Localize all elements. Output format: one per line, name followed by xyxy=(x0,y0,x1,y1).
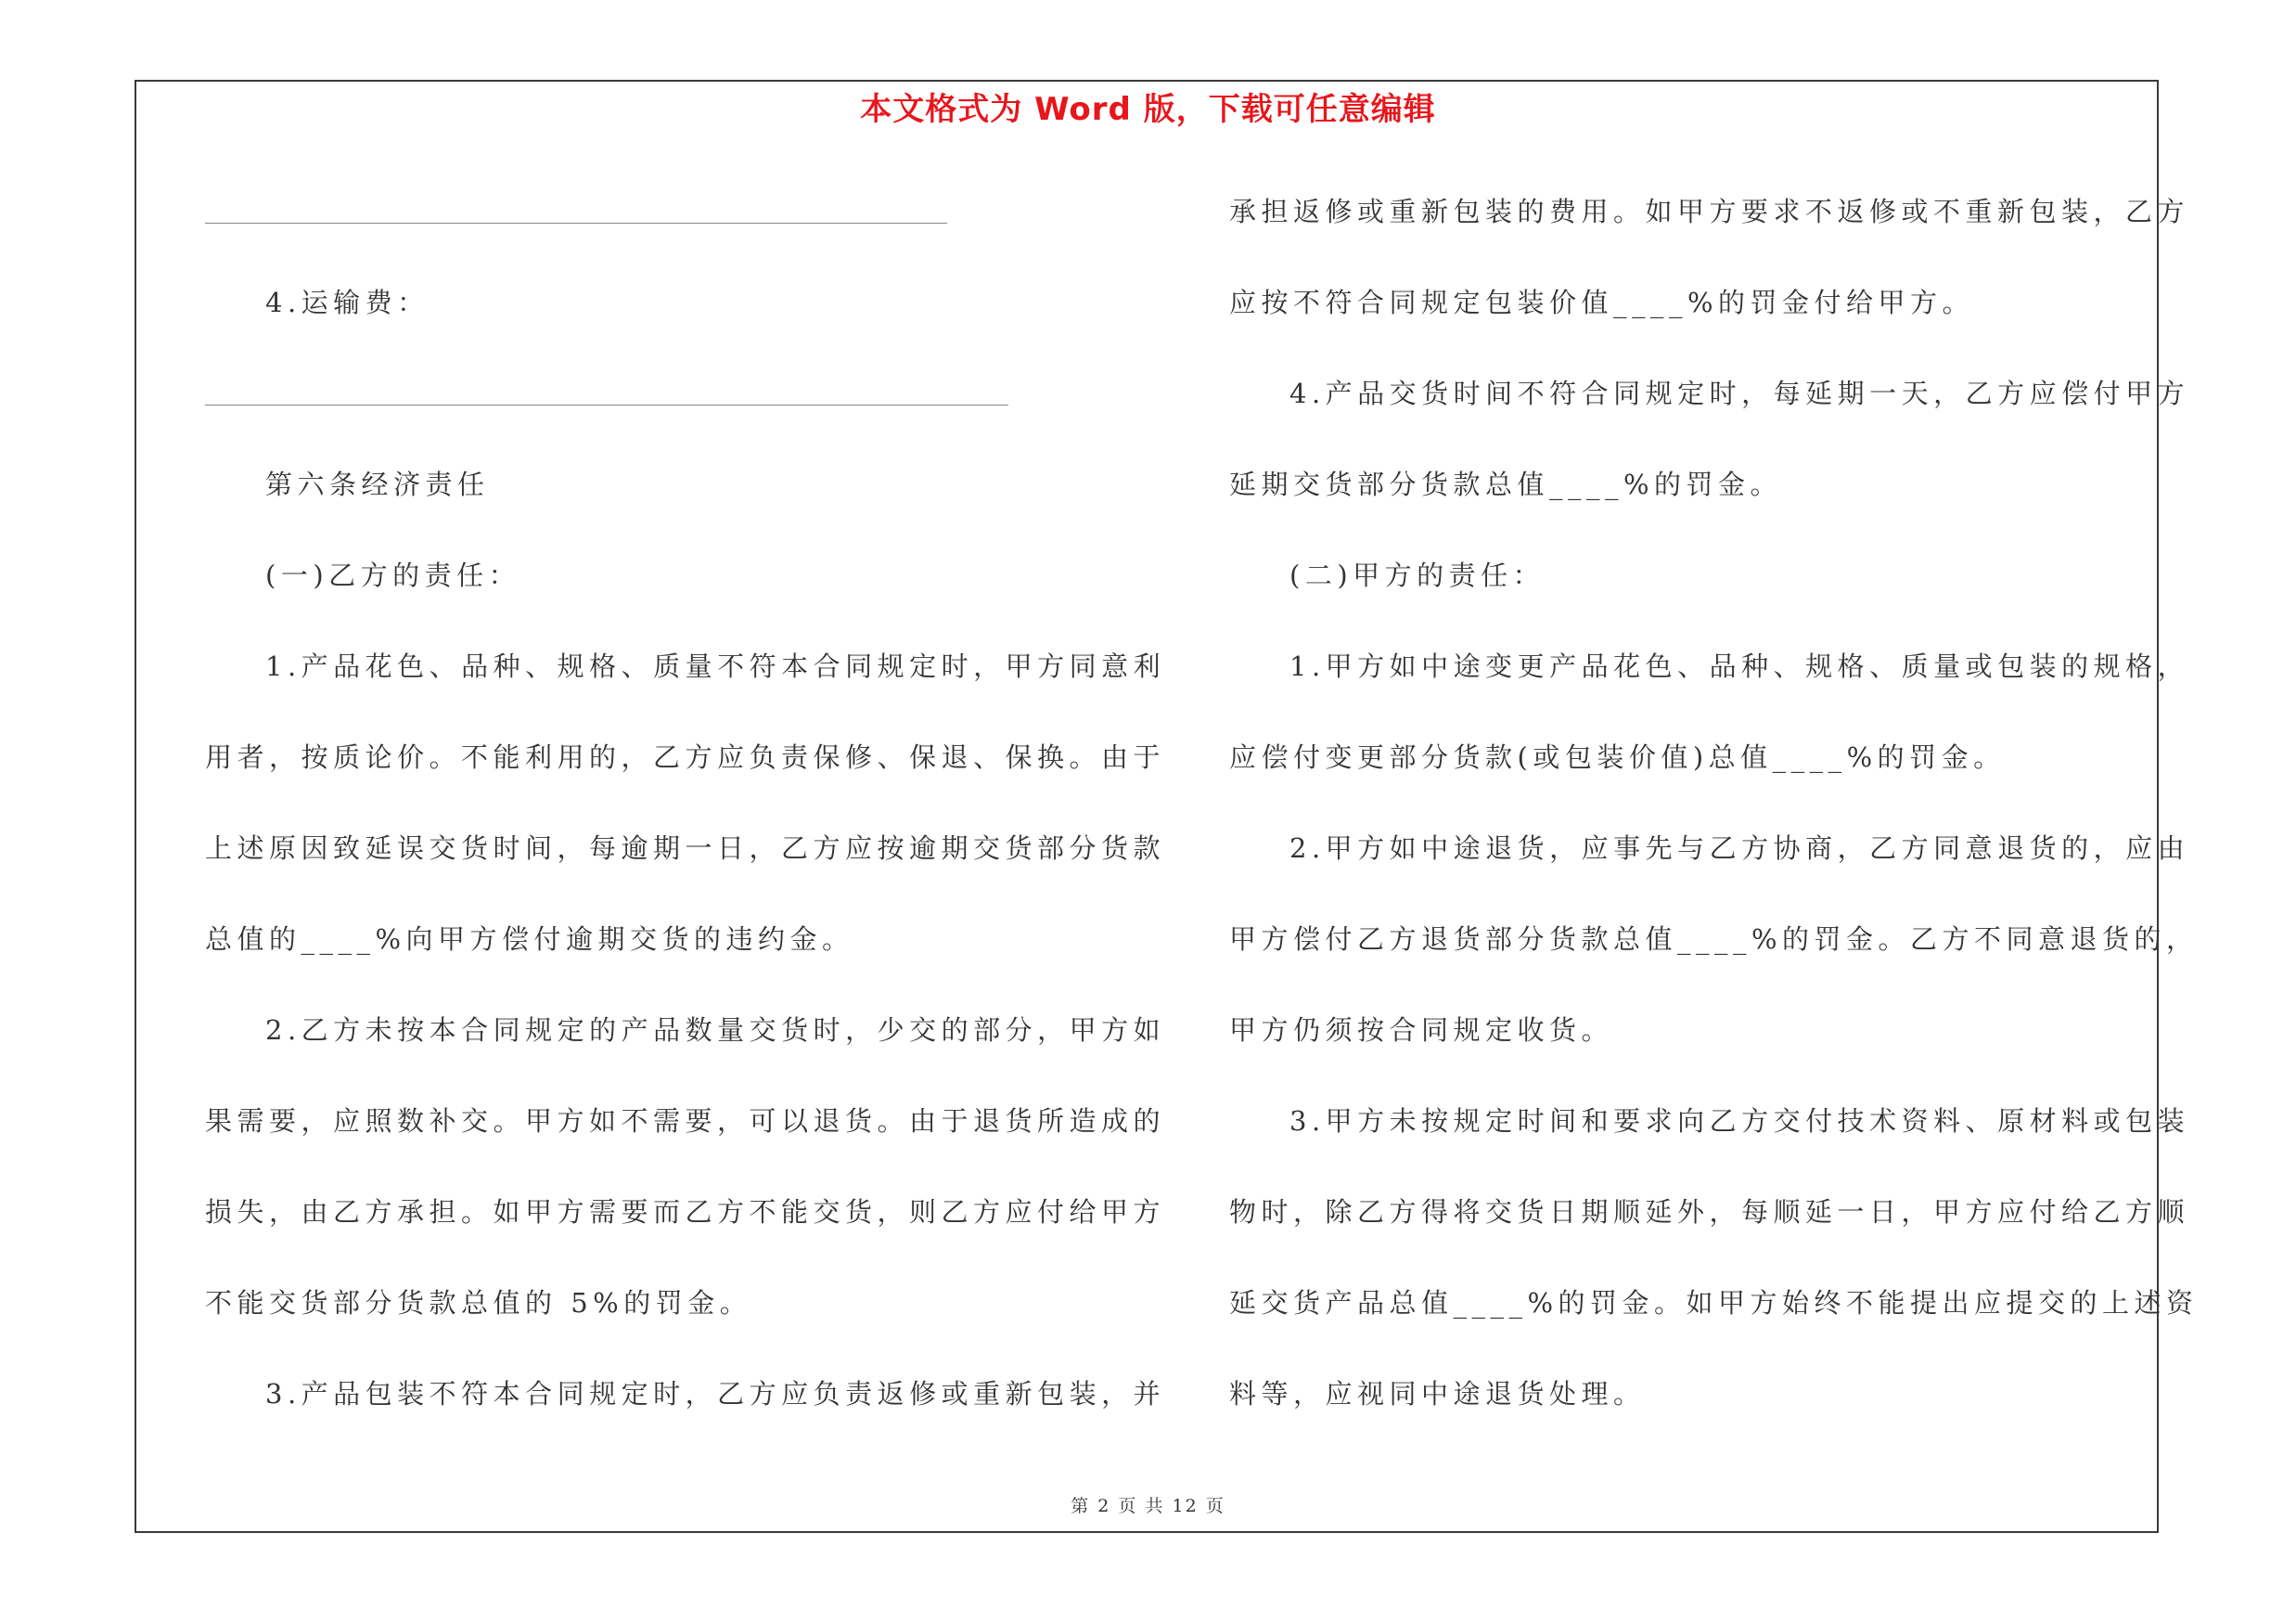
paragraph-line: 4.运输费： xyxy=(265,287,430,318)
paragraph-line: 延期交货部分货款总值____%的罚金。 xyxy=(1229,469,1783,500)
paragraph-line: 损失，由乙方承担。如甲方需要而乙方不能交货，则乙方应付给甲方 xyxy=(205,1196,1166,1228)
word-format-banner: 本文格式为 Word 版，下载可任意编辑 xyxy=(860,91,1436,128)
page-number-footer: 第 2 页 共 12 页 xyxy=(1071,1496,1225,1516)
paragraph-line: 甲方偿付乙方退货部分货款总值____%的罚金。乙方不同意退货的， xyxy=(1229,923,2199,955)
paragraph-line: 1.甲方如中途变更产品花色、品种、规格、质量或包装的规格， xyxy=(1289,650,2190,682)
paragraph-line: 物时，除乙方得将交货日期顺延外，每顺延一日，甲方应付给乙方顺 xyxy=(1229,1196,2190,1228)
fill-in-blank-line xyxy=(205,223,947,224)
paragraph-line: 3.甲方未按规定时间和要求向乙方交付技术资料、原材料或包装 xyxy=(1289,1105,2190,1137)
paragraph-line: 2.甲方如中途退货，应事先与乙方协商，乙方同意退货的，应由 xyxy=(1289,832,2190,864)
paragraph-line: 3.产品包装不符本合同规定时，乙方应负责返修或重新包装，并 xyxy=(265,1378,1166,1410)
paragraph-line: 甲方仍须按合同规定收货。 xyxy=(1229,1014,1614,1046)
paragraph-line: 延交货产品总值____%的罚金。如甲方始终不能提出应提交的上述资 xyxy=(1229,1287,2199,1319)
paragraph-line: 2.乙方未按本合同规定的产品数量交货时，少交的部分，甲方如 xyxy=(265,1014,1166,1046)
paragraph-line: 1.产品花色、品种、规格、质量不符本合同规定时，甲方同意利 xyxy=(265,650,1166,682)
paragraph-line: 总值的____%向甲方偿付逾期交货的违约金。 xyxy=(205,923,854,955)
paragraph-line: 料等，应视同中途退货处理。 xyxy=(1229,1378,1646,1410)
paragraph-line: 4.产品交货时间不符合同规定时，每延期一天，乙方应偿付甲方 xyxy=(1289,378,2190,409)
section-heading: 第六条经济责任 xyxy=(265,469,490,500)
paragraph-line: 不能交货部分货款总值的 5%的罚金。 xyxy=(205,1287,752,1319)
paragraph-line: 上述原因致延误交货时间，每逾期一日，乙方应按逾期交货部分货款 xyxy=(205,832,1166,864)
subsection-heading: (一)乙方的责任： xyxy=(265,560,521,591)
paragraph-line: 应偿付变更部分货款(或包装价值)总值____%的罚金。 xyxy=(1229,741,2006,773)
subsection-heading: (二)甲方的责任： xyxy=(1289,560,1546,591)
fill-in-blank-line xyxy=(205,405,1008,406)
paragraph-line: 承担返修或重新包装的费用。如甲方要求不返修或不重新包装，乙方 xyxy=(1229,196,2190,227)
paragraph-line: 果需要，应照数补交。甲方如不需要，可以退货。由于退货所造成的 xyxy=(205,1105,1166,1137)
paragraph-line: 用者，按质论价。不能利用的，乙方应负责保修、保退、保换。由于 xyxy=(205,741,1166,773)
paragraph-line: 应按不符合同规定包装价值____%的罚金付给甲方。 xyxy=(1229,287,1975,318)
